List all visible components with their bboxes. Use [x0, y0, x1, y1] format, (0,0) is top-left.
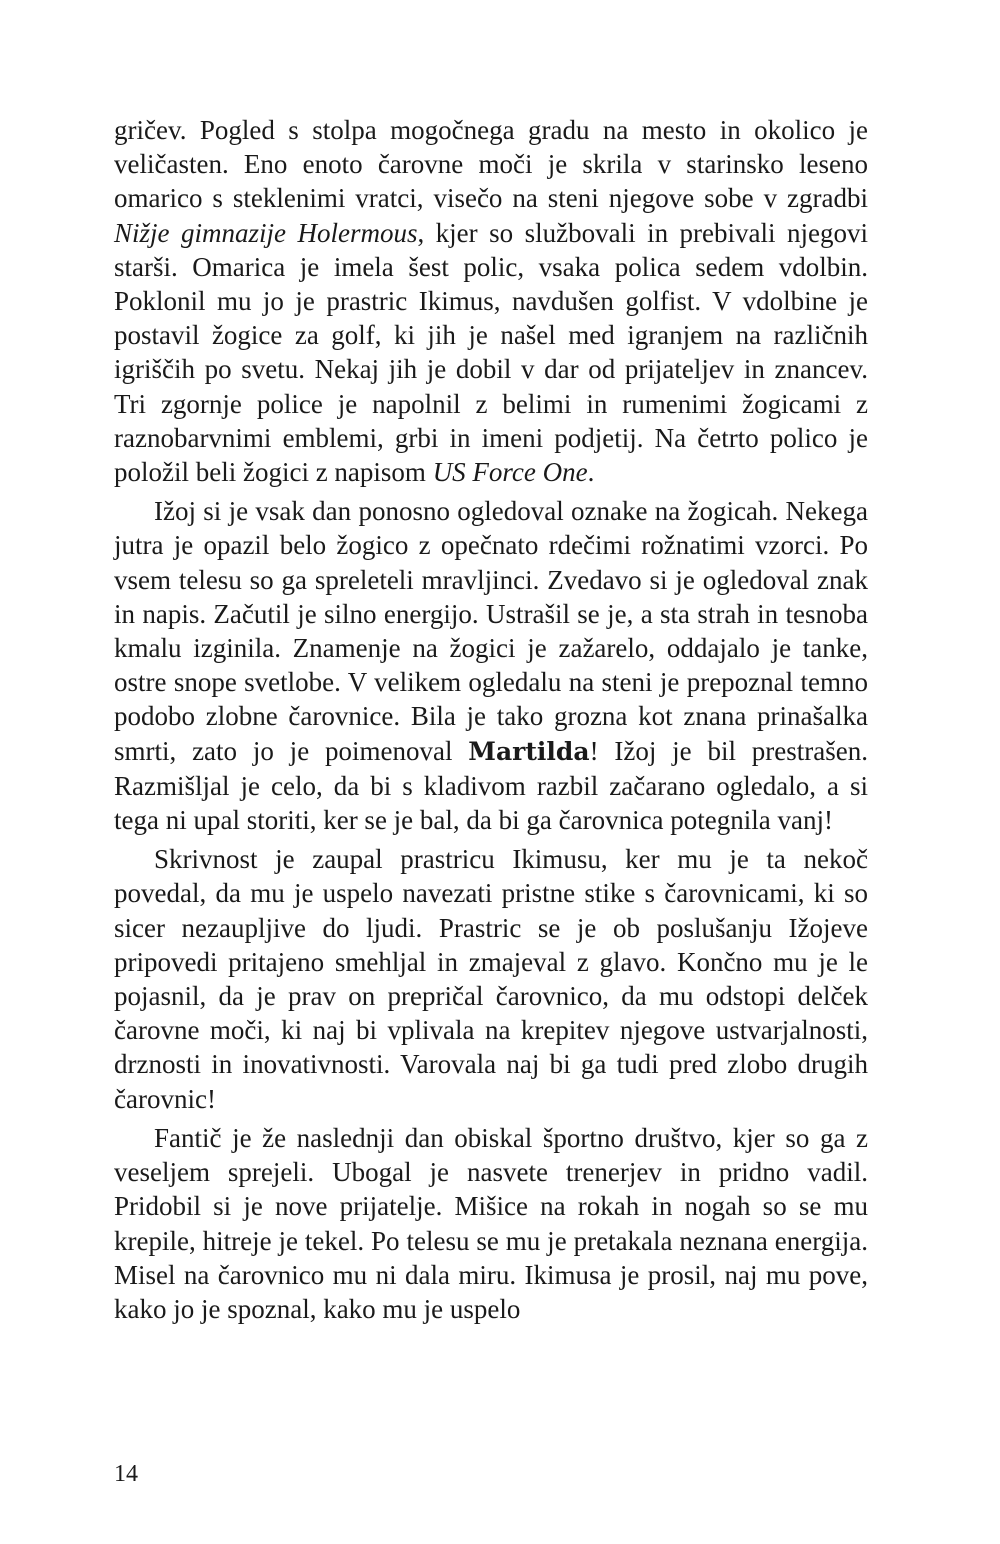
text-run: ! Ižoj je bil prestrašen. Razmišljal je celo, da bi s kladivom razbil začarano ogledalo, a si tega ni upal storiti, ker se je bal, da bi ga čarovnica potegnila vanj!: [114, 735, 869, 836]
page-body: [114, 113, 868, 1331]
text-run: , kjer so službovali in prebivali njegovi starši. Omarica je imela šest polic, vsaka polica sedem vdolbin. Poklonil mu jo je prastric Ikimus, navdušen golfist. V vdolbine je postavil žogice za golf, ki jih je našel med igranjem na različnih igriščih po svetu. Nekaj jih je dobil v dar od prijateljev in znancev. Tri zgornje police je napolnil z belimi in rumenimi žogicami z raznobarvnimi emblemi, grbi in imeni podjetij. Na četrto polico je položil beli žogici z napisom: [114, 217, 868, 488]
paragraph-4: [114, 1121, 868, 1326]
italic-school-name: Nižje gimnazije Holermous: [114, 217, 418, 248]
paragraph-2: [114, 494, 868, 837]
bold-name-martilda: Martilda: [468, 736, 590, 766]
text-run: Fantič je že naslednji dan obiskal športno društvo, kjer so ga z veseljem sprejeli. Ubogal je nasvete trenerjev in pridno vadil. Pridobil si je nove prijatelje. Mišice na rokah in nogah so se mu krepile, hitreje je tekel. Po telesu se mu je pretakala neznana energija. Misel na čarovnico mu ni dala miru. Ikimusa je prosil, naj mu pove, kako jo je spoznal, kako mu je uspelo: [114, 1122, 868, 1324]
page-number: 14: [114, 1461, 138, 1487]
text-run: Ižoj si je vsak dan ponosno ogledoval oznake na žogicah. Nekega jutra je opazil belo žogico z opečnato rdečimi rožnatimi vzorci. Po vsem telesu so ga spreleteli mravljinci. Zvedavo si je ogledoval znak in napis. Začutil je silno energijo. Ustrašil se je, a sta strah in tesnoba kmalu izginila. Znamenje na žogici je zažarelo, oddajalo je tanke, ostre snope svetlobe. V velikem ogledalu na steni je prepoznal temno podobo zlobne čarovnice. Bila je tako grozna kot znana prinašalka smrti, zato jo je poimenoval: [114, 496, 868, 766]
paragraph-3: [114, 842, 868, 1116]
italic-ball-label: US Force One: [432, 457, 588, 488]
text-run: Skrivnost je zaupal prastricu Ikimusu, ker mu je ta nekoč povedal, da mu je uspelo navezati pristne stike s čarovnicami, ki so sicer nezaupljive do ljudi. Prastric se je ob poslušanju Ižojeve pripovedi pritajeno smehljal in zmajeval z glavo. Končno mu je le pojasnil, da je prav on prepričal čarovnico, da mu odstopi delček čarovne moči, ki naj bi vplivala na krepitev njegove ustvarjalnosti, drznosti in inovativnosti. Varovala naj bi ga tudi pred zlobo drugih čarovnic!: [114, 844, 868, 1114]
text-run: .: [587, 457, 595, 488]
text-run: gričev. Pogled s stolpa mogočnega gradu na mesto in okolico je veličasten. Eno enoto čarovne moči je skrila v starinsko leseno omarico s steklenimi vratci, visečo na steni njegove sobe v zgradbi: [114, 115, 868, 214]
paragraph-1: [114, 113, 868, 489]
